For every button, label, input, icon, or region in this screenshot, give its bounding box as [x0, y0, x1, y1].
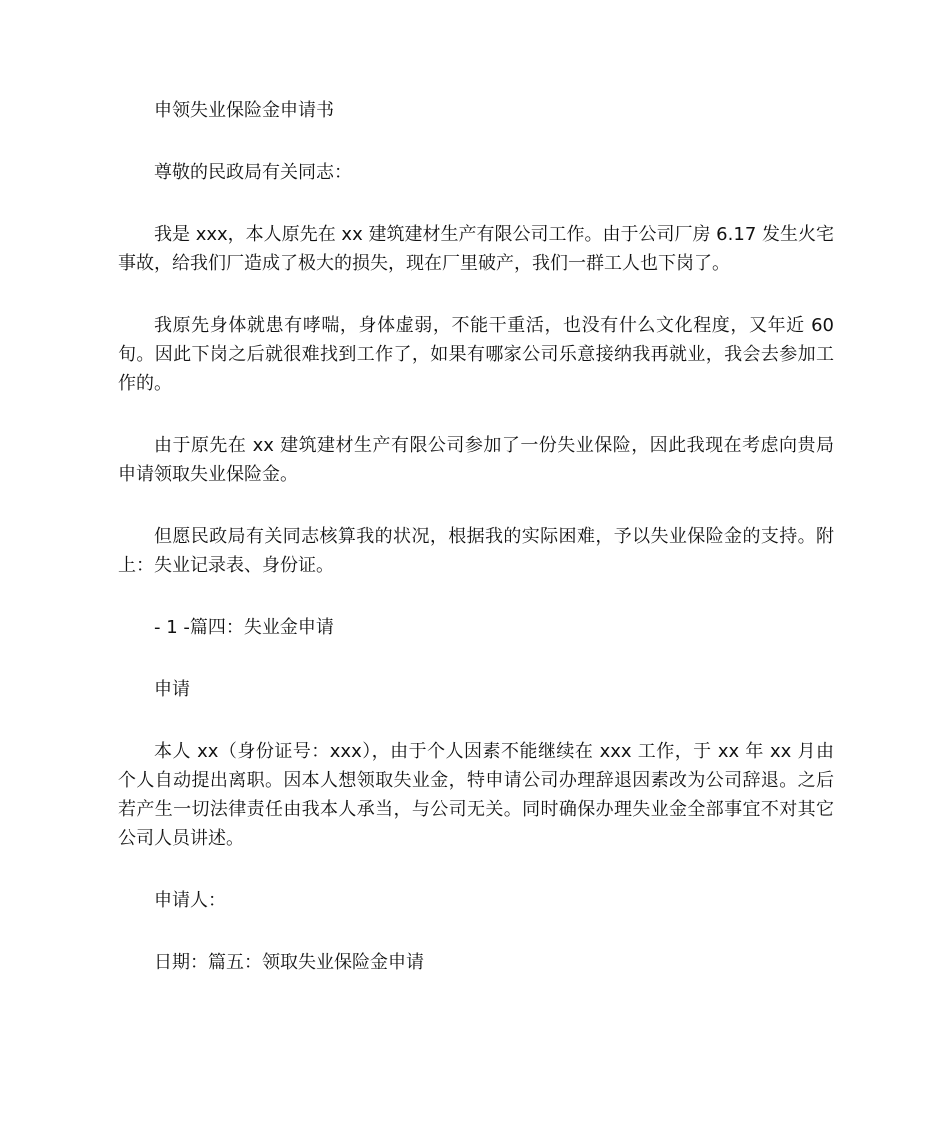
applicant-label: 申请人：	[154, 890, 226, 911]
date-section-heading: 日期：篇五：领取失业保险金申请	[154, 952, 424, 973]
paragraph-statement: 本人 xx（身份证号：xxx），由于个人因素不能继续在 xxx 工作，于 xx 年 xx 月由个人自动提出离职。因本人想领取失业金，特申请公司办理辞退因素改为公司辞退。之后若产生一切法律责任由我本人承当，与公司无关。同时确保办理失业金全部事宜不对其它公司人员讲述。	[118, 741, 834, 849]
paragraph-intro: 我是 xxx，本人原先在 xx 建筑建材生产有限公司工作。由于公司厂房 6.17 发生火宅事故，给我们厂造成了极大的损失，现在厂里破产，我们一群工人也下岗了。	[118, 224, 834, 274]
paragraph-health: 我原先身体就患有哮喘，身体虚弱，不能干重活，也没有什么文化程度，又年近 60 旬。因此下岗之后就很难找到工作了，如果有哪家公司乐意接纳我再就业，我会去参加工作的。	[118, 315, 834, 394]
paragraph-request: 但愿民政局有关同志核算我的状况，根据我的实际困难，予以失业保险金的支持。附上：失业记录表、身份证。	[118, 526, 834, 576]
page-number-section-heading: - 1 -篇四：失业金申请	[154, 617, 334, 638]
paragraph-insurance: 由于原先在 xx 建筑建材生产有限公司参加了一份失业保险，因此我现在考虑向贵局申请领取失业保险金。	[118, 435, 834, 485]
salutation: 尊敬的民政局有关同志：	[154, 162, 352, 183]
document-body	[118, 96, 834, 1010]
section-title: 申请	[154, 679, 190, 700]
document-title: 申领失业保险金申请书	[154, 100, 334, 121]
